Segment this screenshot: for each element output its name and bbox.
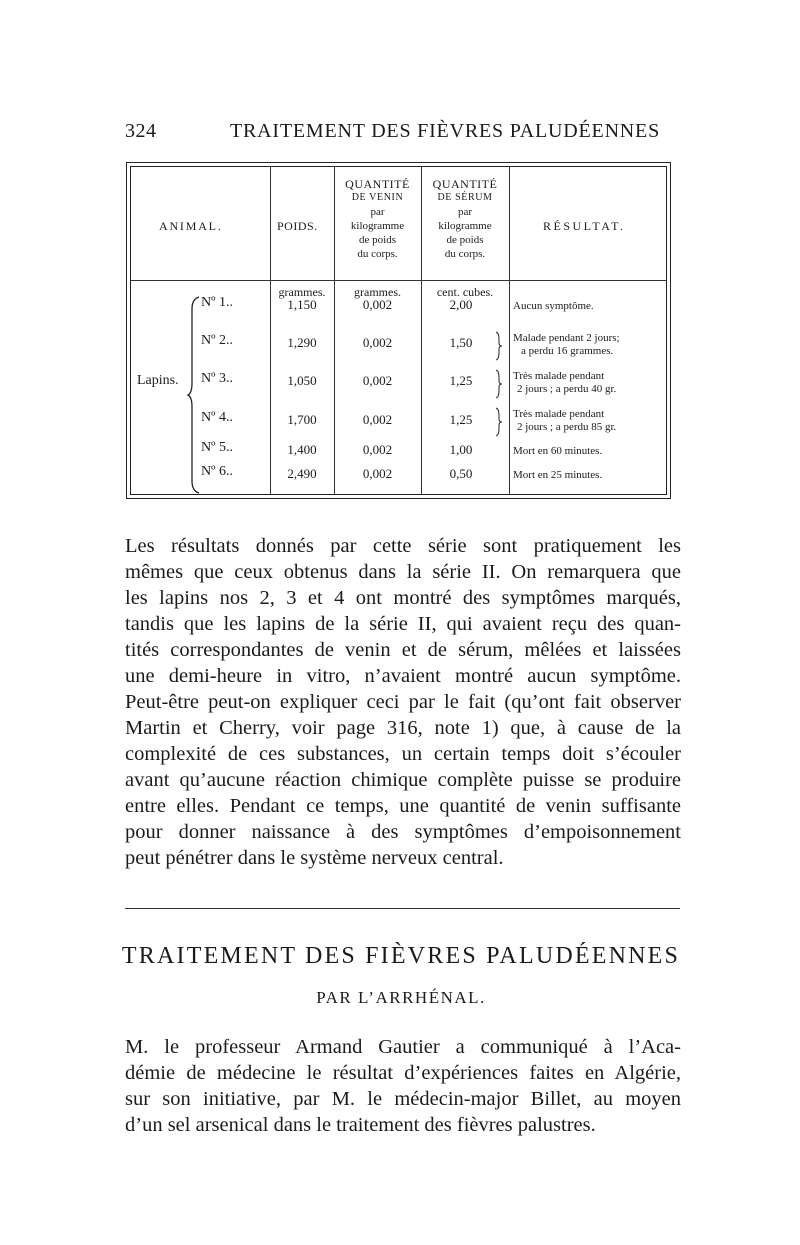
cell-resultat: Mort en 25 minutes. [513,469,603,481]
cell-venin: 0,002 [362,412,393,427]
cell-serum: 0,50 [449,466,473,481]
cell-poids: 1,400 [287,442,317,457]
section-rule [125,908,680,909]
cell-resultat: Malade pendant 2 jours; a perdu 16 grammes. [513,332,620,357]
row-brace [495,331,503,361]
cell-poids: 1,290 [287,335,317,350]
section-title: TRAITEMENT DES FIÈVRES PALUDÉENNES [121,943,681,969]
text-line: mêmes que ceux obtenus dans la série II. On remarquera que [125,561,681,583]
text-line: Les résultats donnés par cette série sont pratiquement les [125,535,681,557]
row-number: Nº 2.. [201,333,233,348]
cell-poids: 2,490 [287,466,317,481]
cell-resultat: Très malade pendant 2 jours ; a perdu 40 gr. [513,370,617,395]
text-line: M. le professeur Armand Gautier a communiqué à l’Aca- [125,1036,681,1058]
cell-serum: 1,25 [449,412,473,427]
header-animal: ANIMAL. [159,219,223,233]
text-line: sur son initiative, par M. le médecin-major Billet, au moyen [125,1088,681,1110]
cell-serum: 1,50 [449,335,473,350]
cell-resultat: Très malade pendant 2 jours ; a perdu 85 gr. [513,408,617,433]
cell-serum: 1,00 [449,442,473,457]
text-line: avant qu’aucune réaction chimique complète puisse se produire [125,769,681,791]
row-brace [495,369,503,399]
body-paragraph-2 [125,1034,681,1138]
unit-poids: grammes. [278,285,326,299]
row-number: Nº 4.. [201,410,233,425]
cell-venin: 0,002 [362,335,393,350]
running-title: TRAITEMENT DES FIÈVRES PALUDÉENNES [230,120,660,142]
text-line: d’un sel arsenical dans le traitement des fièvres palustres. [125,1114,596,1136]
cell-poids: 1,700 [287,412,317,427]
text-line: peut pénétrer dans le système nerveux central. [125,847,504,869]
col-divider [509,167,510,494]
text-line: Peut-être peut-on expliquer ceci par le fait (qu’ont fait observer [125,691,681,713]
header-separator [131,280,666,281]
cell-poids: 1,150 [287,297,317,312]
body-paragraph-1 [125,533,681,871]
group-label-lapins: Lapins. [137,373,179,388]
section-subtitle: PAR L’ARRHÉNAL. [316,988,486,1007]
row-number: Nº 3.. [201,371,233,386]
page-number: 324 [125,120,157,142]
cell-resultat: Aucun symptôme. [513,300,594,312]
cell-poids: 1,050 [287,373,317,388]
text-line: une demi-heure in vitro, n’avaient montré aucun symptôme. [125,665,681,687]
cell-venin: 0,002 [362,466,393,481]
table-inner-frame [130,166,667,495]
text-line: entre elles. Pendant ce temps, une quantité de venin suffisante [125,795,681,817]
cell-resultat: Mort en 60 minutes. [513,445,603,457]
cell-venin: 0,002 [362,297,393,312]
text-line: pour donner naissance à des symptômes d’empoisonnement [125,821,681,843]
header-poids: POIDS. [277,219,318,233]
unit-venin: grammes. [354,285,401,299]
cell-venin: 0,002 [362,442,393,457]
text-line: Martin et Cherry, voir page 316, note 1) que, à cause de la [125,717,681,739]
cell-serum: 1,25 [449,373,473,388]
text-line: tités correspondantes de venin et de sérum, mêlées et laissées [125,639,681,661]
header-venin: QUANTITÉ DE VENIN par kilogramme de poids du corps. [345,177,410,260]
running-header [125,120,680,150]
unit-serum: cent. cubes. [436,285,494,299]
group-brace [187,295,201,495]
row-number: Nº 5.. [201,440,233,455]
header-resultat: RÉSULTAT. [543,219,626,233]
text-line: complexité de ces substances, un certain temps doit s’écouler [125,743,681,765]
cell-serum: 2,00 [449,297,473,312]
text-line: tandis que les lapins de la série II, qui avaient reçu des quan- [125,613,681,635]
row-brace [495,407,503,437]
row-number: Nº 6.. [201,464,233,479]
text-line: les lapins nos 2, 3 et 4 ont montré des symptômes marqués, [125,587,681,609]
text-line: démie de médecine le résultat d’expériences faites en Algérie, [125,1062,681,1084]
results-table [126,162,671,499]
row-number: Nº 1.. [201,295,233,310]
header-serum: QUANTITÉ DE SÉRUM par kilogramme de poids du corps. [432,177,498,260]
cell-venin: 0,002 [362,373,393,388]
